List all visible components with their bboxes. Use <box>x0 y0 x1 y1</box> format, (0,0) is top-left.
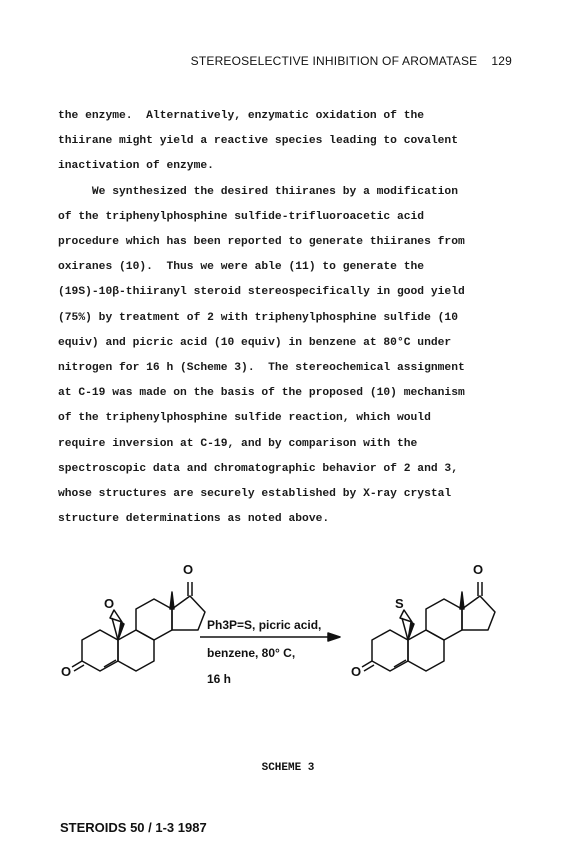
atom-label: O <box>61 664 72 679</box>
text-line: whose structures are securely established by X-ray crystal <box>58 488 452 501</box>
text-line: (75%) by treatment of 2 with triphenylphosphine sulfide (10 <box>58 311 458 324</box>
body-text <box>58 104 528 532</box>
text-line: spectroscopic data and chromatographic behavior of 2 and 3, <box>58 462 458 475</box>
text-line: structure determinations as noted above. <box>58 513 330 526</box>
journal-footer: STEROIDS 50 / 1-3 1987 <box>60 820 207 835</box>
text-line: nitrogen for 16 h (Scheme 3). The stereochemical assignment <box>58 362 465 375</box>
text-line: equiv) and picric acid (10 equiv) in benzene at 80°C under <box>58 336 452 349</box>
reagent-line-2: benzene, 80° C, <box>207 646 296 660</box>
atom-label: S <box>395 596 404 611</box>
scheme-caption: SCHEME 3 <box>261 762 315 774</box>
text-line: procedure which has been reported to generate thiiranes from <box>58 236 465 249</box>
text-line: oxiranes (10). Thus we were able (11) to generate the <box>58 261 425 274</box>
atom-label: O <box>473 562 484 577</box>
text-line: (19S)-10β-thiiranyl steroid stereospecifically in good yield <box>58 286 465 299</box>
ring-d <box>172 596 205 630</box>
steroid-epoxide-structure <box>72 582 205 671</box>
atom-label: O <box>104 596 115 611</box>
atom-label: O <box>351 664 362 679</box>
reagent-line-3: 16 h <box>207 672 232 686</box>
scheme-drawing <box>0 560 576 720</box>
reagent-line-1: Ph3P=S, picric acid, <box>207 618 322 632</box>
text-line: of the triphenylphosphine sulfide reaction, which would <box>58 412 431 425</box>
reaction-scheme <box>0 560 576 720</box>
atom-label: O <box>183 562 194 577</box>
steroid-thiirane-structure <box>362 582 495 671</box>
text-line: require inversion at C-19, and by comparison with the <box>58 437 418 450</box>
text-line: the enzyme. Alternatively, enzymatic oxidation of the <box>58 110 425 122</box>
ring-a <box>82 630 118 671</box>
text-line: inactivation of enzyme. <box>58 160 214 173</box>
text-line: We synthesized the desired thiiranes by a modification <box>58 185 458 198</box>
reaction-arrow <box>200 633 340 641</box>
running-header <box>191 54 512 68</box>
page-number: 129 <box>491 54 512 68</box>
ring-c <box>136 599 172 640</box>
text-line: thiirane might yield a reactive species leading to covalent <box>58 135 458 148</box>
running-title: STEREOSELECTIVE INHIBITION OF AROMATASE <box>190 54 478 68</box>
text-line: of the triphenylphosphine sulfide-trifluoroacetic acid <box>58 210 425 223</box>
text-line: at C-19 was made on the basis of the proposed (10) mechanism <box>58 387 465 400</box>
